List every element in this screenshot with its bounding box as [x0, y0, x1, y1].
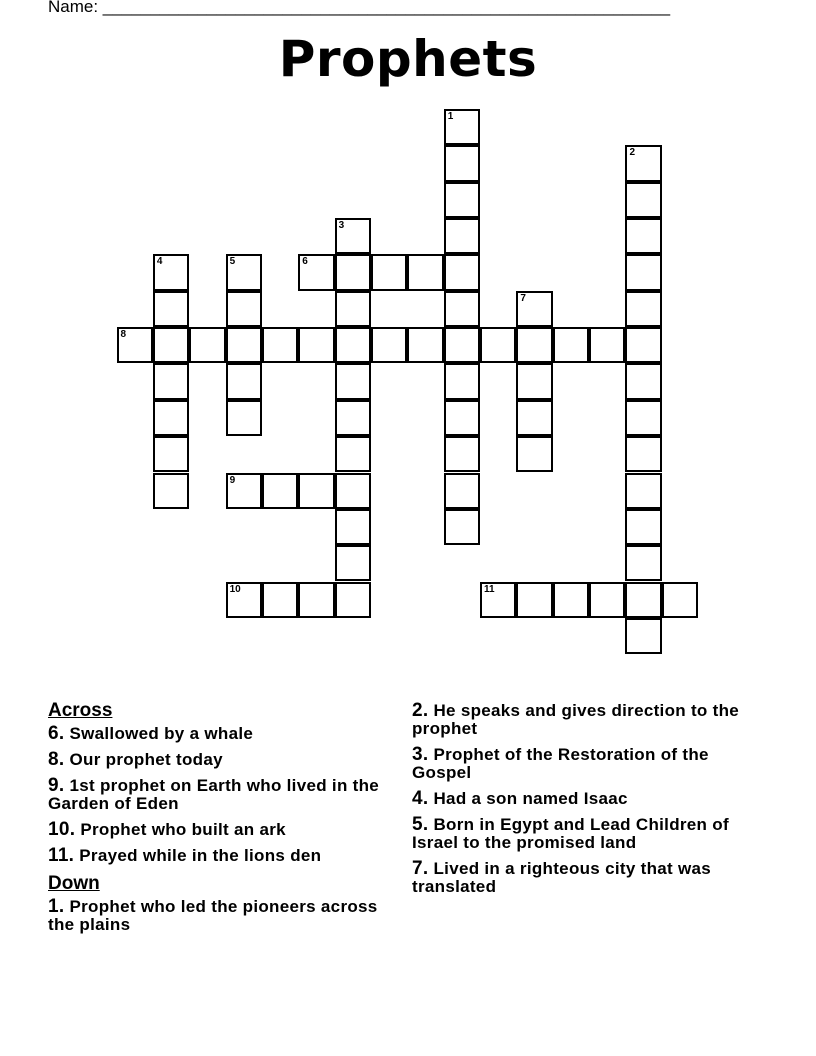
grid-cell[interactable]: [444, 327, 480, 363]
grid-cell[interactable]: [335, 509, 371, 545]
grid-cell[interactable]: [625, 473, 661, 509]
grid-cell[interactable]: [262, 582, 298, 618]
clue-number: 10.: [48, 819, 76, 840]
clue-number: 5.: [412, 814, 429, 835]
grid-cell[interactable]: [625, 327, 661, 363]
cell-number: 3: [338, 220, 345, 232]
grid-cell[interactable]: [516, 582, 552, 618]
grid-cell[interactable]: [444, 473, 480, 509]
grid-cell[interactable]: [625, 582, 661, 618]
grid-cell[interactable]: [444, 254, 480, 290]
cell-number: 10: [229, 583, 241, 595]
grid-cell[interactable]: [444, 182, 480, 218]
grid-cell[interactable]: [480, 582, 516, 618]
clue-number: 3.: [412, 744, 429, 765]
grid-cell[interactable]: [189, 327, 225, 363]
clue-down-3: [412, 746, 772, 782]
grid-cell[interactable]: [335, 291, 371, 327]
clue-text: Had a son named Isaac: [433, 789, 628, 808]
clue-text: Born in Egypt and Lead Children of Israel to the promised land: [412, 815, 729, 852]
grid-cell[interactable]: [625, 618, 661, 654]
clue-text: He speaks and gives direction to the prophet: [412, 701, 740, 738]
grid-cell[interactable]: [335, 254, 371, 290]
grid-cell[interactable]: [335, 218, 371, 254]
grid-cell[interactable]: [444, 218, 480, 254]
grid-cell[interactable]: [117, 327, 153, 363]
clue-across-6: [48, 725, 398, 743]
grid-cell[interactable]: [153, 436, 189, 472]
grid-cell[interactable]: [625, 545, 661, 581]
down-heading: Down: [48, 873, 100, 894]
grid-cell[interactable]: [262, 473, 298, 509]
grid-cell[interactable]: [625, 182, 661, 218]
grid-cell[interactable]: [553, 327, 589, 363]
grid-cell[interactable]: [298, 327, 334, 363]
grid-cell[interactable]: [335, 363, 371, 399]
grid-cell[interactable]: [444, 436, 480, 472]
clue-number: 2.: [412, 700, 429, 721]
grid-cell[interactable]: [589, 327, 625, 363]
grid-cell[interactable]: [335, 436, 371, 472]
clue-across-10: [48, 821, 398, 839]
grid-cell[interactable]: [516, 436, 552, 472]
cell-number: 1: [447, 111, 454, 122]
clue-number: 7.: [412, 858, 429, 879]
grid-cell[interactable]: [226, 363, 262, 399]
grid-cell[interactable]: [553, 582, 589, 618]
clue-text: Our prophet today: [69, 750, 223, 769]
grid-cell[interactable]: [371, 254, 407, 290]
grid-cell[interactable]: [516, 363, 552, 399]
grid-cell[interactable]: [226, 327, 262, 363]
grid-cell[interactable]: [335, 400, 371, 436]
clue-number: 8.: [48, 749, 65, 770]
grid-cell[interactable]: [335, 473, 371, 509]
grid-cell[interactable]: [516, 291, 552, 327]
grid-cell[interactable]: [226, 400, 262, 436]
clue-down-7: [412, 860, 772, 896]
grid-cell[interactable]: [662, 582, 698, 618]
clue-down-1: [48, 898, 398, 934]
grid-cell[interactable]: [480, 327, 516, 363]
across-heading: Across: [48, 700, 113, 721]
grid-cell[interactable]: [298, 473, 334, 509]
grid-cell[interactable]: [444, 109, 480, 145]
grid-cell[interactable]: [444, 400, 480, 436]
grid-cell[interactable]: [625, 254, 661, 290]
grid-cell[interactable]: [444, 509, 480, 545]
cell-number: 8: [120, 329, 127, 341]
clues-right-column: [412, 700, 772, 904]
grid-cell[interactable]: [226, 291, 262, 327]
clue-across-9: [48, 777, 398, 813]
cell-number: 2: [629, 147, 635, 159]
grid-cell[interactable]: [153, 254, 189, 290]
grid-cell[interactable]: [298, 254, 334, 290]
clue-number: 11.: [48, 845, 75, 866]
cell-number: 11: [484, 583, 495, 595]
grid-cell[interactable]: [153, 327, 189, 363]
cell-number: 7: [520, 292, 526, 304]
clue-down-5: [412, 816, 772, 852]
grid-cell[interactable]: [625, 218, 661, 254]
cell-number: 6: [302, 256, 308, 268]
clue-text: Lived in a righteous city that was translated: [412, 859, 712, 896]
grid-cell[interactable]: [335, 545, 371, 581]
grid-cell[interactable]: [625, 291, 661, 327]
grid-cell[interactable]: [407, 327, 443, 363]
grid-cell[interactable]: [335, 327, 371, 363]
clues-left-column: [48, 700, 398, 942]
clue-across-8: [48, 751, 398, 769]
clue-number: 4.: [412, 788, 429, 809]
grid-cell[interactable]: [226, 473, 262, 509]
grid-cell[interactable]: [516, 327, 552, 363]
clue-number: 1.: [48, 896, 65, 917]
grid-cell[interactable]: [153, 400, 189, 436]
grid-cell[interactable]: [625, 436, 661, 472]
grid-cell[interactable]: [226, 254, 262, 290]
grid-cell[interactable]: [153, 473, 189, 509]
grid-cell[interactable]: [371, 327, 407, 363]
cell-number: 5: [229, 256, 236, 268]
grid-cell[interactable]: [444, 291, 480, 327]
grid-cell[interactable]: [298, 582, 334, 618]
grid-cell[interactable]: [516, 400, 552, 436]
grid-cell[interactable]: [444, 363, 480, 399]
grid-cell[interactable]: [625, 145, 661, 181]
grid-cell[interactable]: [335, 582, 371, 618]
cell-number: 9: [229, 474, 236, 486]
cell-number: 4: [156, 256, 163, 268]
page-title: Prophets: [278, 30, 538, 88]
clue-text: Prayed while in the lions den: [79, 846, 322, 865]
clue-text: Swallowed by a whale: [69, 724, 254, 743]
grid-cell[interactable]: [444, 145, 480, 181]
clue-text: Prophet who built an ark: [80, 820, 286, 839]
grid-cell[interactable]: [153, 363, 189, 399]
clue-number: 9.: [48, 775, 65, 796]
grid-cell[interactable]: [262, 327, 298, 363]
grid-cell[interactable]: [226, 582, 262, 618]
name-field[interactable]: Name: ____________________________________________________________: [48, 0, 671, 16]
clue-across-11: [48, 847, 398, 865]
grid-cell[interactable]: [625, 363, 661, 399]
clue-down-4: [412, 790, 772, 808]
clue-down-2: [412, 702, 772, 738]
grid-cell[interactable]: [625, 400, 661, 436]
clue-text: Prophet who led the pioneers across the plains: [48, 897, 378, 934]
clue-number: 6.: [48, 723, 65, 744]
clue-text: Prophet of the Restoration of the Gospel: [412, 745, 709, 782]
grid-cell[interactable]: [589, 582, 625, 618]
grid-cell[interactable]: [407, 254, 443, 290]
grid-cell[interactable]: [153, 291, 189, 327]
grid-cell[interactable]: [625, 509, 661, 545]
clue-text: 1st prophet on Earth who lived in the Garden of Eden: [48, 776, 380, 813]
